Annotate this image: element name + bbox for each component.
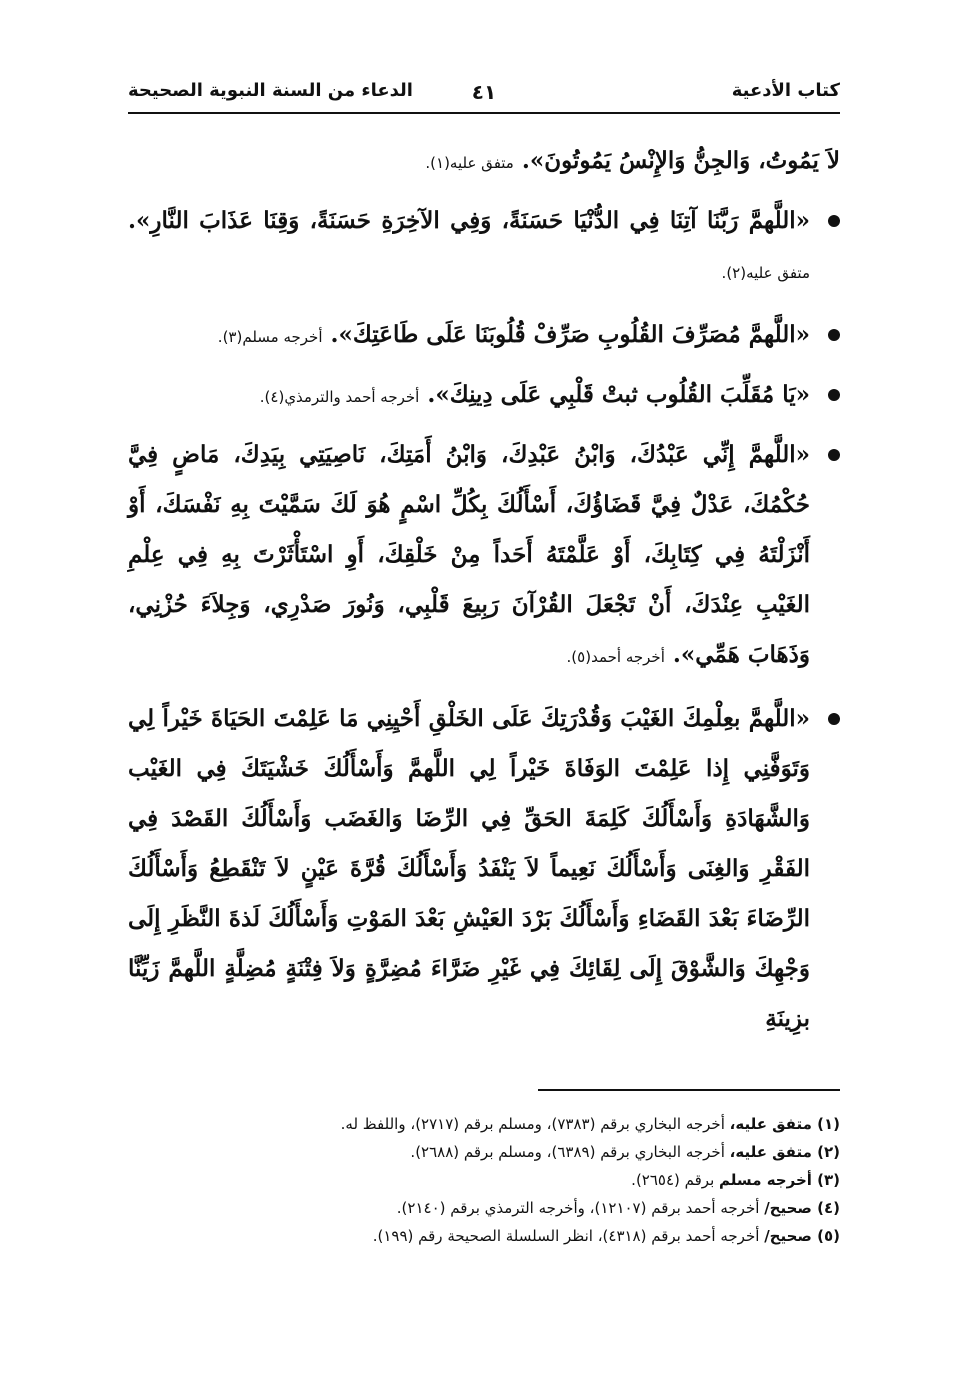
section-title: الدعاء من السنة النبوية الصحيحة [128,80,413,101]
dua-item [128,196,840,298]
footnote-text: أخرجه أحمد برقم (٤٣١٨)، انظر السلسلة الصحيحة رقم (١٩٩). [372,1227,760,1245]
running-header [128,80,840,110]
main-text [128,136,840,1044]
footnote-label: (٢) متفق عليه، [729,1143,840,1161]
footnote-text: أخرجه البخاري برقم (٦٣٨٩)، ومسلم برقم (٢٦٨٨). [410,1143,725,1161]
footnote [128,1166,840,1194]
dua-text: «اللَّهمَّ رَبَّنَا آتِنَا فِي الدُّنْيَا حَسَنَةً، وَفِي الآخِرَةِ حَسَنَةً، وَقِنَا عَذَابَ النَّارِ». [128,207,810,234]
dua-source: أخرجه مسلم(٣). [217,328,323,346]
book-title: كتاب الأدعية [731,80,840,101]
bullet-icon [828,713,840,725]
dua-text: «يَا مُقَلِّبَ القُلُوب ثبتْ قَلْبِي عَلَى دِينِكَ». [427,381,810,408]
dua-text: «اللَّهمَّ مُصَرِّفَ القُلُوبِ صَرِّفْ قُلُوبَنَا عَلَى طَاعَتِكَ». [330,321,810,348]
continuation-paragraph [128,136,840,188]
footnote-label: (٤) صحيح/ [764,1199,840,1217]
dua-source: أخرجه أحمد(٥). [566,648,665,666]
footnote [128,1110,840,1138]
dua-item [128,694,840,1044]
dua-source: متفق عليه(٢). [721,264,810,282]
footnote-label: (٣) أخرجه مسلم [719,1171,840,1189]
bullet-icon [828,215,840,227]
bullet-icon [828,449,840,461]
continuation-text: لاَ يَمُوتُ، وَالجِنُّ وَالإِنْسُ يَمُوتُونَ». [521,147,840,174]
bullet-icon [828,329,840,341]
dua-item [128,370,840,422]
footnote-text: برقم (٢٦٥٤). [631,1171,715,1189]
continuation-source: متفق عليه(١). [425,154,514,172]
footnote-rule [538,1089,840,1091]
dua-item [128,430,840,682]
footnote [128,1222,840,1250]
page-number: ٤١ [471,80,497,104]
footnote-label: (٥) صحيح/ [764,1227,840,1245]
header-rule [128,112,840,114]
footnotes [128,1110,840,1250]
bullet-icon [828,389,840,401]
footnote-label: (١) متفق عليه، [729,1115,840,1133]
footnote-text: أخرجه أحمد برقم (١٢١٠٧)، وأخرجه الترمذي برقم (٢١٤٠). [396,1199,760,1217]
dua-source: أخرجه أحمد والترمذي(٤). [259,388,420,406]
dua-text: «اللَّهمَّ إِنِّي عَبْدُكَ، وَابْنُ عَبْدِكَ، وَابْنُ أَمَتِكَ، نَاصِيَتِي بِيَدِكَ، مَاضٍ فِيَّ حُكْمُكَ، عَدْلٌ فِيَّ قَضَاؤُكَ، أَسْأَلُكَ بِكُلِّ اسْمٍ هُوَ لَكَ سَمَّيْتَ بِهِ نَفْسَكَ، أَوْ أَنْزَلْتَهُ فِي كِتَابِكَ، أَوْ عَلَّمْتَهُ أَحَداً مِنْ خَلْقِكَ، أَوِ اسْتَأْثَرْتَ بِهِ فِي عِلْمِ الغَيْبِ عِنْدَكَ، أَنْ تَجْعَلَ القُرْآنَ رَبِيعَ قَلْبِي، وَنُورَ صَدْرِي، وَجِلاَءَ حُزْنِي، وَذَهَابَ هَمِّي». [128,441,810,668]
footnote [128,1138,840,1166]
dua-item [128,310,840,362]
footnote-text: أخرجه البخاري برقم (٧٣٨٣)، ومسلم برقم (٢٧١٧)، واللفظ له. [340,1115,725,1133]
footnote [128,1194,840,1222]
dua-text: «اللَّهمَّ بعِلْمِكَ الغَيْبَ وَقُدْرَتِكَ عَلَى الخَلْقِ أَحْيِنِي مَا عَلِمْتَ الحَيَاةَ خَيْراً لِي وَتَوَفَّنِي إِذا عَلِمْتَ الوَفَاةَ خَيْراً لِي اللَّهمَّ وَأَسْأَلُكَ خَشْيَتَكَ فِي الغَيْب وَالشَّهَادَةِ وَأَسْأَلُكَ كَلِمَةَ الحَقِّ فِي الرِّضَا وَالغَضَب وَأَسْأَلُكَ القَصْدَ فِي الفَقْرِ وَالغِنَى وَأَسْأَلُكَ نَعِيماً لاَ يَنْفَدُ وَأَسْأَلُكَ قُرَّةَ عَيْنٍ لاَ تَنْقَطِعُ وَأَسْأَلُكَ الرِّضَاءَ بَعْدَ القَضَاءِ وَأَسْأَلُكَ بَرْدَ العَيْشِ بَعْدَ المَوْتِ وَأَسْأَلُكَ لَذةَ النَّظَرِ إِلَى وَجْهِكَ وَالشَّوْقَ إِلَى لِقَائِكَ فِي غَيْرِ ضَرَّاءَ مُضِرَّةٍ وَلاَ فِتْنَةٍ مُضِلَّةٍ اللَّهمَّ زَيِّنَّا بزِينَةِ [128,705,810,1032]
